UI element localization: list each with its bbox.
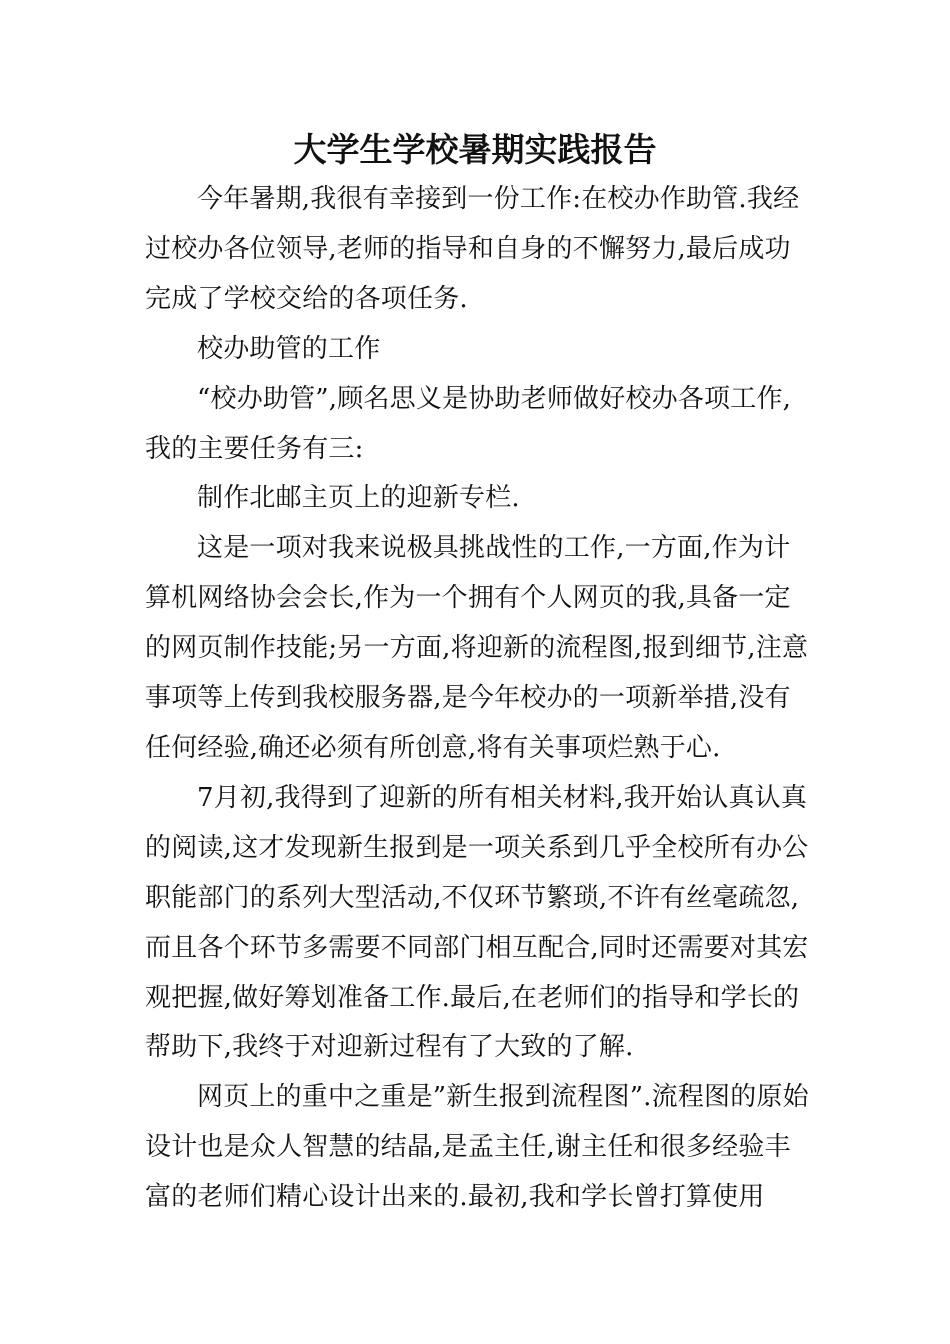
section-heading: 校办助管的工作 bbox=[197, 333, 381, 364]
paragraph-duties: “校办助管”,顾名思义是协助老师做好校办各项工作,我的主要任务有三: bbox=[145, 383, 792, 464]
paragraph-july: 7月初,我得到了迎新的所有相关材料,我开始认真认真的阅读,这才发现新生报到是一项关系到几乎全校所有办公职能部门的系列大型活动,不仅环节繁琐,不许有丝毫疏忽,而且各个环节多需要不同部门相互配合,同时还需要对其宏观把握,做好筹划准备工作.最后,在老师们的指导和学长的帮助下,我终于对迎新过程有了大致的了解. bbox=[145, 782, 809, 1063]
document-title: 大学生学校暑期实践报告 bbox=[293, 130, 657, 169]
task-item-1: 制作北邮主页上的迎新专栏. bbox=[197, 483, 520, 514]
paragraph-intro: 今年暑期,我很有幸接到一份工作:在校办作助管.我经过校办各位领导,老师的指导和自身的不懈努力,最后成功完成了学校交给的各项任务. bbox=[145, 184, 800, 314]
paragraph-challenge: 这是一项对我来说极具挑战性的工作,一方面,作为计算机网络协会会长,作为一个拥有个人网页的我,具备一定的网页制作技能;另一方面,将迎新的流程图,报到细节,注意事项等上传到我校服务器,是今年校办的一项新举措,没有任何经验,确还必须有所创意,将有关事项烂熟于心. bbox=[145, 533, 809, 763]
document-body bbox=[145, 175, 815, 1223]
paragraph-flowchart: 网页上的重中之重是”新生报到流程图”.流程图的原始设计也是众人智慧的结晶,是孟主任,谢主任和很多经验丰富的老师们精心设计出来的.最初,我和学长曾打算使用 bbox=[145, 1082, 809, 1213]
